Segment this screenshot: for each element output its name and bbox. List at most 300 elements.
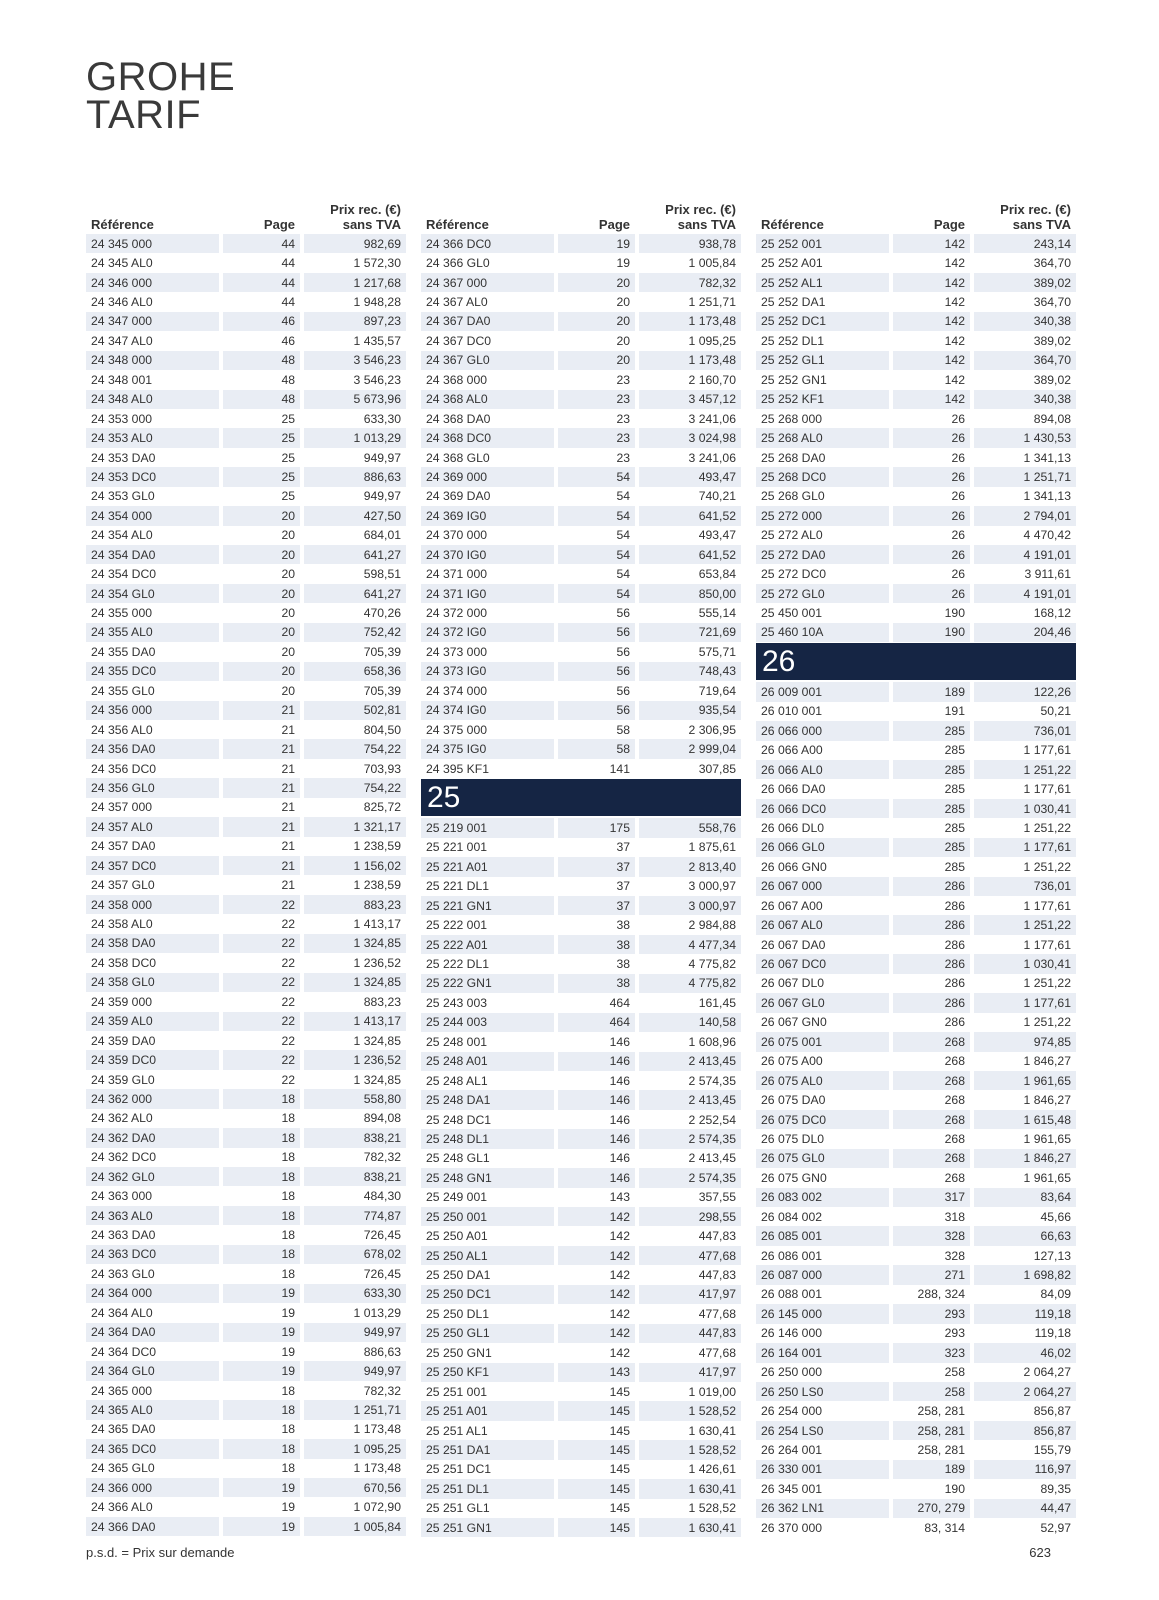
price-cell: 658,36	[304, 662, 406, 681]
table-row	[756, 1265, 1076, 1284]
reference-cell: 24 345 000	[86, 234, 219, 253]
header-page: Page	[933, 217, 965, 232]
reference-cell: 25 222 DL1	[426, 957, 490, 972]
table-row	[756, 1226, 1076, 1245]
reference-cell: 24 355 AL0	[86, 623, 219, 642]
price-cell: 838,21	[304, 1167, 406, 1186]
price-cell: 1 156,02	[304, 856, 406, 875]
reference-cell: 24 363 DC0	[86, 1245, 219, 1264]
page-cell: 19	[223, 1323, 300, 1342]
table-row	[86, 331, 406, 350]
page-cell: 286	[944, 1015, 965, 1030]
table-row	[421, 1421, 741, 1440]
table-row	[421, 253, 741, 272]
reference-cell: 26 084 002	[761, 1209, 822, 1224]
reference-cell: 25 268 DA0	[761, 450, 826, 465]
page-cell: 48	[223, 390, 300, 409]
page-cell: 268	[893, 1071, 970, 1090]
reference-cell: 25 252 DA1	[761, 295, 826, 310]
table-row	[756, 1188, 1076, 1207]
table-row	[86, 1167, 406, 1186]
reference-cell: 26 067 000	[756, 877, 889, 896]
page-cell: 146	[558, 1168, 635, 1187]
table-row	[756, 390, 1076, 409]
table-row	[86, 1497, 406, 1516]
reference-cell: 26 075 GL0	[756, 1149, 889, 1168]
table-row	[86, 778, 406, 797]
page-cell: 26	[951, 411, 965, 426]
reference-cell: 25 222 GN1	[421, 974, 554, 993]
table-row	[756, 1052, 1076, 1071]
price-cell: 1 615,48	[974, 1110, 1076, 1129]
table-row	[421, 1071, 741, 1090]
price-column-3	[756, 193, 1076, 1537]
page-cell: 146	[558, 1052, 635, 1071]
reference-cell: 26 075 AL0	[756, 1071, 889, 1090]
price-cell: 883,23	[363, 994, 401, 1009]
page-cell: 142	[944, 372, 965, 387]
page-cell: 268	[944, 1093, 965, 1108]
price-cell: 2 160,70	[688, 372, 736, 387]
table-row	[421, 1518, 741, 1537]
reference-cell: 26 066 DL0	[761, 820, 825, 835]
table-row	[421, 1382, 741, 1401]
price-cell: 949,97	[363, 489, 401, 504]
price-cell: 1 846,27	[1023, 1093, 1071, 1108]
reference-cell: 25 250 GN1	[426, 1345, 492, 1360]
reference-cell: 24 355 DA0	[91, 644, 156, 659]
page-cell: 19	[223, 1284, 300, 1303]
page-cell: 142	[893, 273, 970, 292]
page-cell: 318	[944, 1209, 965, 1224]
table-row	[86, 798, 406, 817]
table-row	[756, 1246, 1076, 1265]
price-cell: 1 005,84	[688, 256, 736, 271]
reference-cell: 25 272 000	[756, 506, 889, 525]
table-row	[86, 1186, 406, 1205]
page-cell: 145	[558, 1401, 635, 1420]
page-cell: 20	[558, 273, 635, 292]
price-cell: 1 251,71	[304, 1400, 406, 1419]
price-cell: 736,01	[974, 877, 1076, 896]
price-cell: 938,78	[639, 234, 741, 253]
reference-cell: 24 358 000	[86, 895, 219, 914]
table-row	[421, 896, 741, 915]
reference-cell: 25 248 001	[426, 1034, 487, 1049]
table-row	[421, 390, 741, 409]
reference-cell: 25 250 A01	[426, 1229, 488, 1244]
reference-cell: 26 254 LS0	[756, 1421, 889, 1440]
table-rows	[756, 682, 1076, 1537]
reference-cell: 26 345 001	[761, 1481, 822, 1496]
page-cell: 26	[951, 567, 965, 582]
table-row	[421, 759, 741, 778]
price-cell: 804,50	[363, 722, 401, 737]
page-cell: 142	[893, 234, 970, 253]
table-rows	[421, 234, 741, 778]
table-row	[86, 701, 406, 720]
table-row	[756, 584, 1076, 603]
price-cell: 1 528,52	[639, 1440, 741, 1459]
price-cell: 1 251,22	[1023, 859, 1071, 874]
reference-cell: 24 375 000	[426, 722, 487, 737]
page-cell: 19	[223, 1517, 300, 1536]
reference-cell: 25 249 001	[426, 1190, 487, 1205]
reference-cell: 26 067 DC0	[756, 954, 889, 973]
table-row	[86, 1478, 406, 1497]
table-row	[86, 1089, 406, 1108]
table-row	[86, 856, 406, 875]
reference-cell: 25 272 DA0	[756, 545, 889, 564]
reference-cell: 25 248 GL1	[426, 1151, 490, 1166]
header-page: Page	[263, 217, 295, 232]
page-cell: 189	[893, 682, 970, 701]
table-row	[421, 1168, 741, 1187]
price-cell: 45,66	[1040, 1209, 1071, 1224]
page-cell: 21	[223, 701, 300, 720]
reference-cell: 25 268 000	[761, 411, 822, 426]
page-cell: 286	[893, 993, 970, 1012]
reference-cell: 26 009 001	[756, 682, 889, 701]
reference-cell: 24 395 KF1	[426, 761, 490, 776]
table-rows	[421, 818, 741, 1537]
reference-cell: 25 252 A01	[761, 256, 823, 271]
price-cell: 1 630,41	[639, 1479, 741, 1498]
price-cell: 389,02	[1033, 372, 1071, 387]
page-cell: 22	[223, 895, 300, 914]
column-body	[756, 234, 1076, 1537]
price-cell: 340,38	[974, 312, 1076, 331]
price-cell: 2 064,27	[1023, 1365, 1071, 1380]
price-cell: 1 341,13	[1023, 489, 1071, 504]
reference-cell: 24 362 DA0	[86, 1128, 219, 1147]
reference-cell: 24 358 AL0	[91, 917, 153, 932]
price-cell: 641,27	[304, 584, 406, 603]
page-cell: 286	[944, 976, 965, 991]
reference-cell: 24 357 GL0	[91, 878, 155, 893]
table-row	[756, 312, 1076, 331]
reference-cell: 26 362 LN1	[756, 1499, 889, 1518]
price-cell: 1 413,17	[353, 917, 401, 932]
page-cell: 21	[281, 839, 295, 854]
reference-cell: 24 367 GL0	[421, 351, 554, 370]
table-row	[86, 351, 406, 370]
price-cell: 894,08	[1033, 411, 1071, 426]
reference-cell: 24 368 000	[426, 372, 487, 387]
table-row	[86, 273, 406, 292]
price-cell: 1 177,61	[974, 993, 1076, 1012]
table-row	[421, 915, 741, 934]
page-cell: 83, 314	[924, 1520, 965, 1535]
table-row	[86, 253, 406, 272]
page-cell: 25	[281, 489, 295, 504]
table-row	[86, 1303, 406, 1322]
table-row	[756, 409, 1076, 428]
reference-cell: 26 067 A00	[761, 898, 823, 913]
reference-cell: 25 251 GN1	[421, 1518, 554, 1537]
page-cell: 54	[616, 528, 630, 543]
price-cell: 726,45	[363, 1266, 401, 1281]
page-cell: 54	[558, 467, 635, 486]
page-cell: 23	[616, 411, 630, 426]
page-cell: 285	[893, 760, 970, 779]
table-row	[86, 545, 406, 564]
table-row	[756, 428, 1076, 447]
page-cell: 145	[558, 1518, 635, 1537]
table-row	[421, 331, 741, 350]
table-row	[86, 837, 406, 856]
table-row	[756, 448, 1076, 467]
page-cell: 20	[558, 351, 635, 370]
table-row	[756, 974, 1076, 993]
reference-cell: 25 272 DC0	[761, 567, 827, 582]
page-cell: 56	[558, 623, 635, 642]
page-cell: 268	[893, 1110, 970, 1129]
page-cell: 18	[223, 1128, 300, 1147]
price-cell: 3 911,61	[1024, 567, 1071, 582]
table-row	[756, 1460, 1076, 1479]
page-cell: 23	[616, 450, 630, 465]
price-cell: 2 574,35	[639, 1168, 741, 1187]
page-cell: 18	[281, 1228, 295, 1243]
page-cell: 142	[944, 295, 965, 310]
page-cell: 38	[616, 918, 630, 933]
price-cell: 1 251,71	[688, 295, 736, 310]
price-cell: 1 528,52	[688, 1501, 736, 1516]
reference-cell: 24 362 DC0	[91, 1150, 157, 1165]
table-row	[86, 1517, 406, 1536]
page-cell: 19	[223, 1478, 300, 1497]
page-cell: 56	[616, 683, 630, 698]
price-column-1	[86, 193, 406, 1536]
page-cell: 142	[609, 1229, 630, 1244]
reference-cell: 26 075 GN0	[761, 1170, 827, 1185]
price-cell: 982,69	[304, 234, 406, 253]
price-cell: 641,27	[304, 545, 406, 564]
price-cell: 447,83	[698, 1229, 736, 1244]
table-row	[421, 292, 741, 311]
price-cell: 140,58	[639, 1013, 741, 1032]
price-cell: 633,30	[363, 411, 401, 426]
reference-cell: 26 067 GL0	[756, 993, 889, 1012]
table-row	[86, 759, 406, 778]
price-cell: 949,97	[304, 1323, 406, 1342]
page-cell: 21	[281, 878, 295, 893]
price-cell: 4 775,82	[639, 974, 741, 993]
price-cell: 949,97	[363, 450, 401, 465]
table-row	[421, 1110, 741, 1129]
footer-note: p.s.d. = Prix sur demande	[86, 1545, 235, 1560]
header-price	[295, 202, 406, 232]
table-row	[756, 506, 1076, 525]
page-cell: 18	[223, 1089, 300, 1108]
reference-cell: 24 355 DC0	[86, 662, 219, 681]
table-row	[756, 954, 1076, 973]
table-row	[86, 487, 406, 506]
price-cell: 678,02	[304, 1245, 406, 1264]
reference-cell: 25 248 GN1	[421, 1168, 554, 1187]
table-row	[756, 1032, 1076, 1051]
page-cell: 54	[616, 567, 630, 582]
price-cell: 3 241,06	[688, 411, 736, 426]
reference-cell: 24 367 DC0	[426, 333, 492, 348]
price-cell: 1 217,68	[304, 273, 406, 292]
table-row	[86, 875, 406, 894]
table-row	[756, 545, 1076, 564]
page-cell: 285	[944, 782, 965, 797]
price-cell: 1 961,65	[1023, 1170, 1071, 1185]
page-cell: 19	[281, 1500, 295, 1515]
table-row	[756, 564, 1076, 583]
reference-cell: 24 366 000	[86, 1478, 219, 1497]
page-cell: 146	[558, 1090, 635, 1109]
page-cell: 20	[223, 584, 300, 603]
page-cell: 20	[281, 528, 295, 543]
page-cell: 37	[558, 896, 635, 915]
table-row	[421, 681, 741, 700]
reference-cell: 24 357 DA0	[91, 839, 156, 854]
table-row	[86, 817, 406, 836]
reference-cell: 24 353 000	[91, 411, 152, 426]
table-row	[421, 1285, 741, 1304]
reference-cell: 24 354 AL0	[91, 528, 153, 543]
table-row	[756, 526, 1076, 545]
reference-cell: 24 372 IG0	[421, 623, 554, 642]
page-cell: 23	[558, 428, 635, 447]
page-cell: 21	[223, 778, 300, 797]
table-row	[421, 506, 741, 525]
price-cell: 1 173,48	[353, 1461, 401, 1476]
table-row	[86, 390, 406, 409]
reference-cell: 26 087 000	[756, 1265, 889, 1284]
page-cell: 56	[558, 662, 635, 681]
table-row	[421, 409, 741, 428]
table-row	[421, 428, 741, 447]
table-row	[756, 603, 1076, 622]
price-cell: 558,76	[639, 818, 741, 837]
page-cell: 48	[223, 351, 300, 370]
page-cell: 146	[609, 1073, 630, 1088]
reference-cell: 25 221 DL1	[426, 879, 490, 894]
table-row	[421, 877, 741, 896]
price-cell: 838,21	[304, 1128, 406, 1147]
page-cell: 286	[944, 937, 965, 952]
table-row	[421, 1440, 741, 1459]
price-cell: 4 775,82	[688, 957, 736, 972]
price-column-2	[421, 193, 741, 1537]
table-row	[756, 818, 1076, 837]
price-cell: 1 251,22	[1023, 1015, 1071, 1030]
price-cell: 2 984,88	[688, 918, 736, 933]
page-cell: 46	[223, 312, 300, 331]
price-cell: 856,87	[1033, 1404, 1071, 1419]
price-cell: 736,01	[974, 721, 1076, 740]
reference-cell: 25 252 GN1	[761, 372, 827, 387]
price-cell: 89,35	[1040, 1481, 1071, 1496]
reference-cell: 26 085 001	[756, 1226, 889, 1245]
table-row	[756, 1013, 1076, 1032]
reference-cell: 25 251 001	[426, 1384, 487, 1399]
table-row	[421, 1460, 741, 1479]
reference-cell: 26 066 DC0	[756, 799, 889, 818]
price-cell: 1 846,27	[1023, 1054, 1071, 1069]
reference-cell: 24 368 DC0	[421, 428, 554, 447]
price-cell: 1 019,00	[688, 1384, 736, 1399]
page-cell: 145	[609, 1462, 630, 1477]
table-row	[86, 623, 406, 642]
price-cell: 66,63	[974, 1226, 1076, 1245]
page-cell: 288, 324	[917, 1287, 965, 1302]
reference-cell: 24 348 AL0	[86, 390, 219, 409]
table-row	[86, 467, 406, 486]
price-cell: 4 477,34	[639, 935, 741, 954]
reference-cell: 26 250 000	[761, 1365, 822, 1380]
column-body	[421, 234, 741, 1537]
reference-cell: 24 359 000	[91, 994, 152, 1009]
price-cell: 243,14	[974, 234, 1076, 253]
page-cell: 286	[893, 915, 970, 934]
table-row	[421, 564, 741, 583]
page-cell: 18	[223, 1206, 300, 1225]
price-cell: 653,84	[698, 567, 736, 582]
page-cell: 58	[616, 722, 630, 737]
page-cell: 142	[558, 1207, 635, 1226]
page-cell: 20	[223, 545, 300, 564]
page-cell: 20	[281, 644, 295, 659]
price-cell: 886,63	[304, 467, 406, 486]
table-row	[756, 1440, 1076, 1459]
price-cell: 1 013,29	[353, 1305, 401, 1320]
reference-cell: 24 356 DC0	[91, 761, 157, 776]
price-cell: 748,43	[639, 662, 741, 681]
page-cell: 20	[558, 312, 635, 331]
table-row	[86, 1400, 406, 1419]
price-cell: 1 413,17	[304, 1012, 406, 1031]
reference-cell: 24 359 AL0	[86, 1012, 219, 1031]
page-cell: 54	[558, 506, 635, 525]
reference-cell: 24 363 GL0	[91, 1266, 155, 1281]
reference-cell: 24 357 DC0	[86, 856, 219, 875]
price-cell: 1 236,52	[353, 955, 401, 970]
table-row	[756, 292, 1076, 311]
table-row	[86, 526, 406, 545]
reference-cell: 24 356 DA0	[86, 739, 219, 758]
page-cell: 464	[558, 1013, 635, 1032]
reference-cell: 26 146 000	[761, 1326, 822, 1341]
reference-cell: 24 363 000	[91, 1189, 152, 1204]
price-cell: 127,13	[1033, 1248, 1071, 1263]
reference-cell: 24 372 000	[426, 606, 487, 621]
page-cell: 145	[609, 1423, 630, 1438]
table-row	[756, 935, 1076, 954]
price-cell: 782,32	[363, 1150, 401, 1165]
page-cell: 20	[616, 333, 630, 348]
price-cell: 340,38	[974, 390, 1076, 409]
price-cell: 598,51	[363, 567, 401, 582]
table-row	[86, 1342, 406, 1361]
reference-cell: 25 250 DC1	[421, 1285, 554, 1304]
reference-cell: 24 353 DA0	[91, 450, 156, 465]
table-row	[421, 1324, 741, 1343]
page-cell: 146	[558, 1129, 635, 1148]
table-row	[421, 623, 741, 642]
price-cell: 1 948,28	[353, 295, 401, 310]
page-cell: 286	[944, 898, 965, 913]
table-row	[421, 1032, 741, 1051]
reference-cell: 24 364 AL0	[91, 1305, 153, 1320]
page-cell: 46	[281, 333, 295, 348]
table-row	[86, 370, 406, 389]
